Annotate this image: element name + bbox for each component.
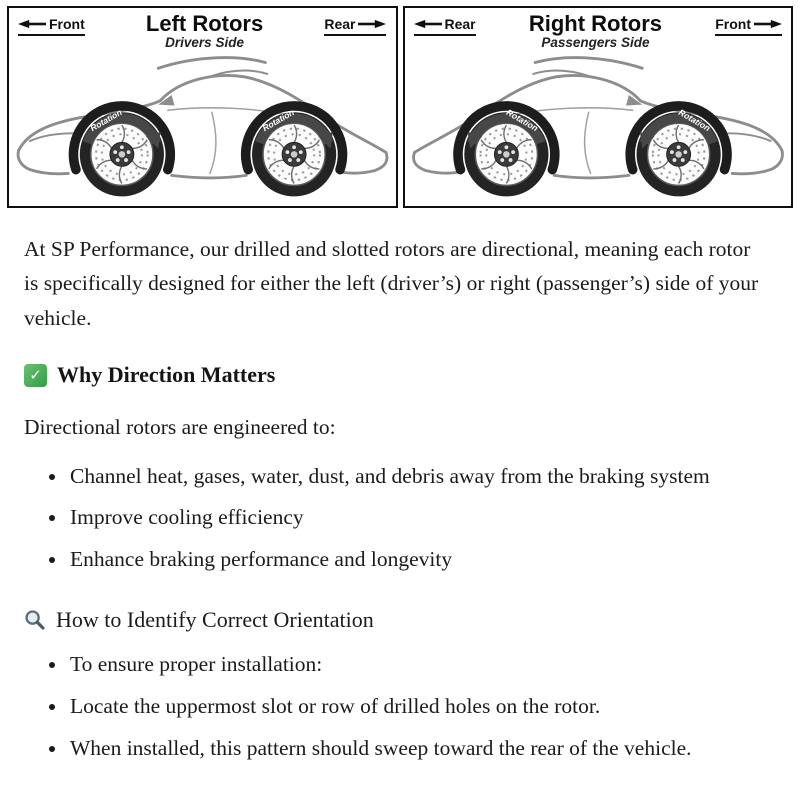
front-label-text: Front [49,16,85,32]
why-direction-bullet-list [24,459,770,577]
rotor-direction-diagram [0,0,800,208]
left-rotors-panel [7,6,398,208]
right-car-illustration [405,51,792,206]
rotation-label: Rotation [88,107,124,134]
left-car-illustration [9,51,396,206]
rotation-label: Rotation [260,107,296,134]
left-panel-subtitle: Drivers Side [165,35,244,51]
list-item: • Locate the uppermost slot or row of drilled holes on the rotor. [68,689,748,724]
section-why-title-text: Why Direction Matters [57,362,276,388]
left-panel-header [9,8,396,50]
section-identify-orientation-heading [24,607,770,633]
identify-orientation-bullet-list [24,647,770,765]
check-icon: ✓ [24,364,47,387]
article-content [0,208,800,766]
right-panel-subtitle: Passengers Side [541,35,650,51]
magnifier-icon [24,609,46,631]
right-panel-title: Right Rotors [528,11,663,36]
section-why-direction-matters-heading [24,362,770,388]
rear-label-text: Rear [324,16,356,32]
rear-label-text: Rear [444,16,476,32]
list-item: • Enhance braking performance and longevity [68,542,748,577]
rotation-label: Rotation [676,107,712,134]
rotation-label: Rotation [504,107,540,134]
intro-paragraph: At SP Performance, our drilled and slotted rotors are directional, meaning each rotor is specifically designed for either the left (driver’s) or right (passenger’s) side of your vehicle. [24,237,759,330]
list-item: • When installed, this pattern should sweep toward the rear of the vehicle. [68,731,748,766]
section-identify-title-text: How to Identify Correct Orientation [56,607,374,633]
left-panel-title: Left Rotors [145,11,264,36]
list-item: • To ensure proper installation: [68,647,748,682]
arrow-right-icon [358,19,386,29]
front-direction-label [715,16,782,36]
front-direction-label [18,16,85,36]
rear-direction-label [414,16,476,36]
list-item: • Channel heat, gases, water, dust, and debris away from the braking system [68,459,748,494]
right-panel-header [405,8,792,50]
right-rotors-panel [403,6,794,208]
rear-direction-label [324,16,386,36]
left-panel-title-block [146,12,263,50]
list-item: • Improve cooling efficiency [68,500,748,535]
front-label-text: Front [715,16,751,32]
arrow-left-icon [18,19,46,29]
arrow-left-icon [414,19,442,29]
right-panel-title-block [529,12,662,50]
engineered-to-lead: Directional rotors are engineered to: [24,415,336,440]
arrow-right-icon [754,19,782,29]
